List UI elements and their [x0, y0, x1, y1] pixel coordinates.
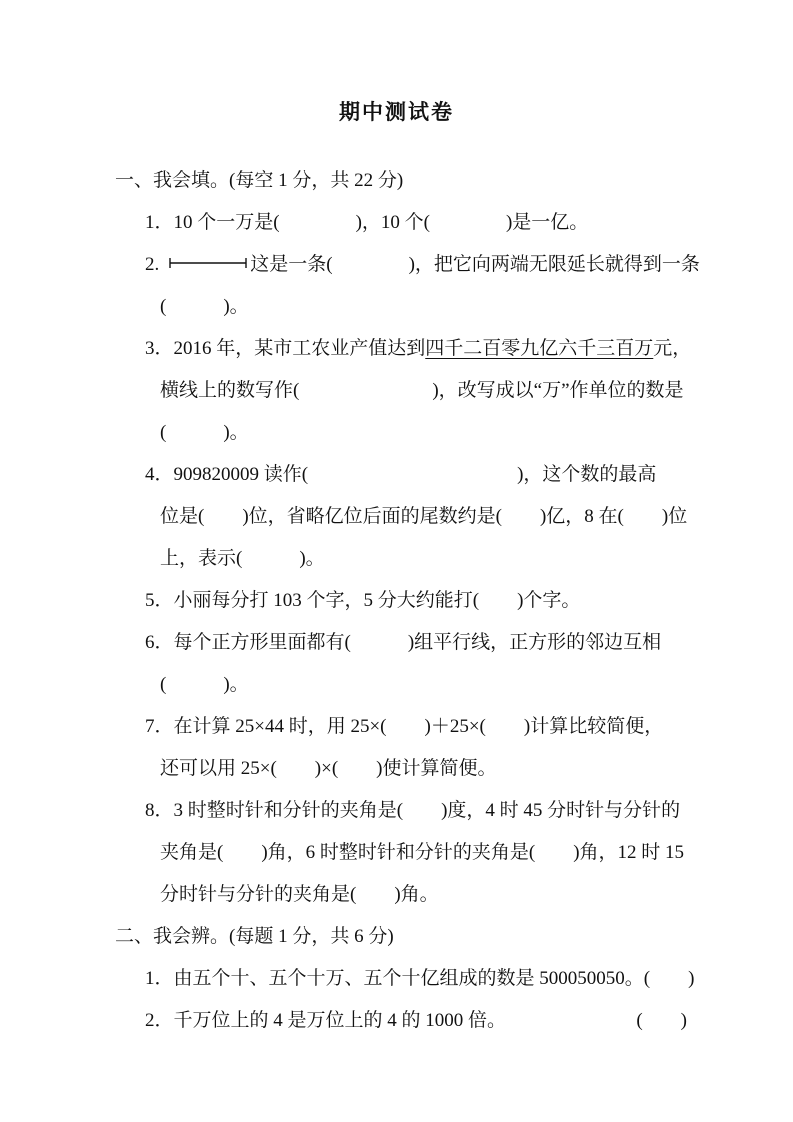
s2-question-2-answer-blank: ( )	[636, 1010, 687, 1031]
s2-question-2-text: 2．千万位上的 4 是万位上的 4 的 1000 倍。	[145, 1010, 507, 1031]
s1-question-8-line-3: 分时针与分针的夹角是( )角。	[160, 884, 439, 905]
s1-question-4-line-2: 位是( )位，省略亿位后面的尾数约是( )亿，8 在( )位	[160, 506, 688, 527]
s1-question-8-line-1: 8．3 时整时针和分针的夹角是( )度，4 时 45 分时针与分针的	[145, 800, 681, 821]
question-3-underlined-number: 四千二百零九亿六千三百万	[425, 338, 654, 359]
paper-content	[115, 160, 700, 1042]
s1-question-2-line-2: ( )。	[160, 296, 249, 317]
s1-question-6-line-1: 6．每个正方形里面都有( )组平行线，正方形的邻边互相	[145, 632, 662, 653]
s1-question-3-line-1	[115, 328, 692, 370]
s1-question-6-line-2: ( )。	[160, 674, 249, 695]
page-title: 期中测试卷	[339, 100, 454, 124]
s1-question-5-line-1: 5．小丽每分打 103 个字，5 分大约能打( )个字。	[145, 590, 581, 611]
question-3-text-post: 元，	[653, 338, 692, 359]
question-3-text-pre: 3．2016 年，某市工农业产值达到	[145, 338, 426, 359]
s1-question-7-line-2: 还可以用 25×( )×( )使计算简便。	[160, 758, 497, 779]
s1-question-4-line-1: 4．909820009 读作( )，这个数的最高	[145, 464, 657, 485]
question-2-text: 这是一条( )，把它向两端无限延长就得到一条	[250, 254, 700, 275]
s1-question-8-line-2: 夹角是( )角，6 时整时针和分针的夹角是( )角，12 时 15	[160, 842, 685, 863]
s1-question-3-line-3: ( )。	[160, 422, 249, 443]
s2-question-1-line-1: 1．由五个十、五个十万、五个十亿组成的数是 500050050。( )	[145, 968, 695, 989]
s1-question-3-line-2: 横线上的数写作( )，改写成以“万”作单位的数是	[160, 380, 684, 401]
s2-question-2-line-1	[115, 1000, 687, 1042]
s1-question-7-line-1: 7．在计算 25×44 时，用 25×( )＋25×( )计算比较简便，	[145, 716, 664, 737]
section-2-heading: 二、我会辨。(每题 1 分，共 6 分)	[115, 926, 394, 947]
s1-question-2-line-1	[115, 244, 700, 286]
question-2-number: 2.	[145, 254, 160, 275]
s1-question-4-line-3: 上，表示( )。	[160, 548, 325, 569]
line-segment-icon	[168, 255, 248, 269]
s1-question-1-line-1: 1．10 个一万是( )，10 个( )是一亿。	[145, 212, 589, 233]
section-1-heading: 一、我会填。(每空 1 分，共 22 分)	[115, 170, 404, 191]
